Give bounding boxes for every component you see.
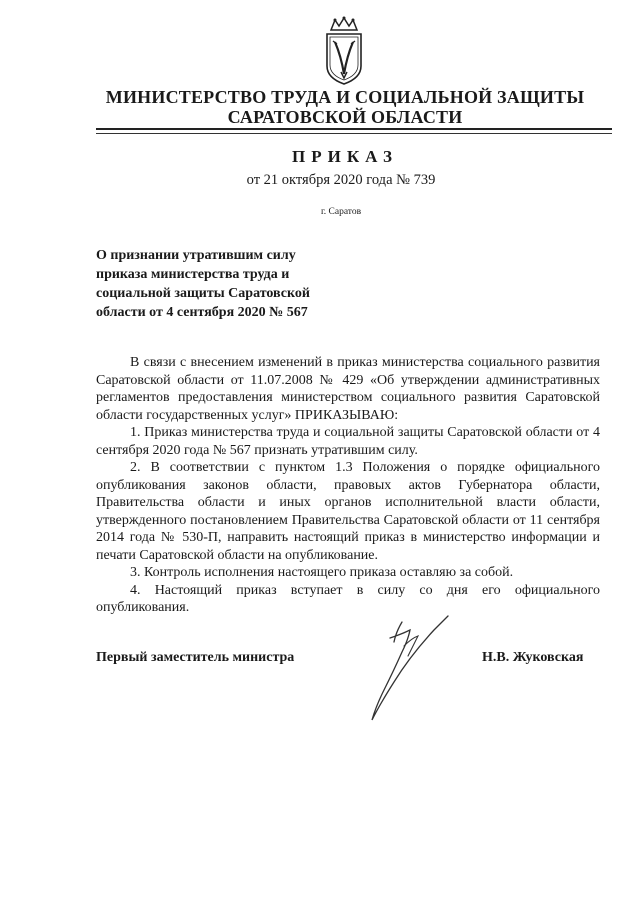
ministry-line-1: МИНИСТЕРСТВО ТРУДА И СОЦИАЛЬНОЙ ЗАЩИТЫ [105, 87, 585, 107]
subject-line: области от 4 сентября 2020 № 567 [96, 305, 308, 320]
order-city: г. Саратов [320, 207, 362, 217]
body-paragraph-item-1: 1. Приказ министерства труда и социальной защиты Саратовской области от 4 сентября 2020 года № 567 признать утратившим силу. [96, 425, 600, 458]
body-paragraph-item-2: 2. В соответствии с пунктом 1.3 Положения о порядке официального опубликования законов области, правовых актов Губернатора области, Правительства области и иных органов исполнительной власти области, утвержденного постановлением Правительства Саратовской области от 11 сентября 2014 года № 530-П, направить настоящий приказ в министерство информации и печати Саратовской области на опубликование. [96, 460, 600, 563]
body-paragraph-item-3: 3. Контроль исполнения настоящего приказа оставляю за собой. [130, 565, 514, 580]
order-body [96, 354, 600, 617]
order-date-number: от 21 октября 2020 года № 739 [246, 172, 436, 188]
order-subject [96, 246, 356, 322]
signer-name: Н.В. Жуковская [482, 650, 584, 665]
subject-line: социальной защиты Саратовской [96, 286, 310, 301]
coat-of-arms-icon [319, 16, 369, 86]
handwritten-signature-icon [350, 608, 470, 728]
subject-line: приказа министерства труда и [96, 267, 290, 282]
header-rule-thick [96, 128, 612, 130]
subject-line: О признании утратившим силу [96, 248, 296, 263]
order-title: ПРИКАЗ [292, 147, 398, 166]
body-paragraph-preamble: В связи с внесением изменений в приказ министерства социального развития Саратовской области от 11.07.2008 № 429 «Об утверждении административных регламентов предоставления министерством социального развития Саратовской области государственных услуг» ПРИКАЗЫВАЮ: [96, 355, 600, 423]
body-paragraph-item-4: 4. Настоящий приказ вступает в силу со дня его официального опубликования. [96, 582, 600, 615]
header-rule-thin [96, 133, 612, 134]
ministry-name [80, 87, 610, 127]
signer-position: Первый заместитель министра [96, 650, 295, 665]
ministry-line-2: САРАТОВСКОЙ ОБЛАСТИ [227, 107, 463, 127]
